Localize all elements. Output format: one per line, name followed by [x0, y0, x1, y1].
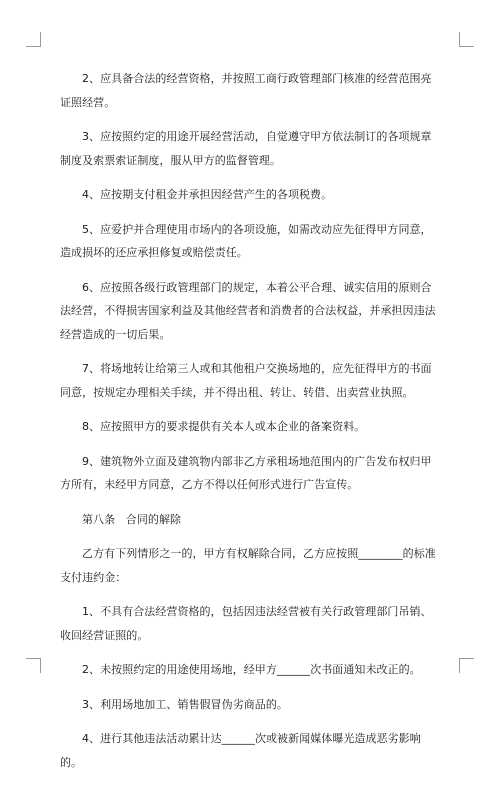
crop-mark-bottom-left [26, 658, 41, 673]
clause-2: 2、应具备合法的经营资格，并按照工商行政管理部门核准的经营范围亮证照经营。 [60, 72, 432, 109]
termination-item-1: 1、不具有合法经营资格的，包括因违法经营被有关行政管理部门吊销、收回经营证照的。 [60, 605, 432, 642]
termination-item-4: 4、进行其他违法活动累计达______次或被新闻媒体曝光造成恶劣影响的。 [60, 732, 421, 769]
termination-intro: 乙方有下列情形之一的，甲方有权解除合同，乙方应按照________的标准支付违约金： [60, 547, 436, 584]
document-body [60, 67, 442, 785]
clause-3: 3、应按照约定的用途开展经营活动，自觉遵守甲方依法制订的各项规章制度及索票索证制度，服从甲方的监督管理。 [60, 130, 432, 167]
clause-5: 5、应爱护并合理使用市场内的各项设施，如需改动应先征得甲方同意，造成损坏的还应承担修复或赔偿责任。 [60, 222, 432, 259]
clause-9: 9、建筑物外立面及建筑物内部非乙方承租场地范围内的广告发布权归甲方所有，未经甲方同意，乙方不得以任何形式进行广告宣传。 [60, 454, 432, 491]
crop-mark-top-right [459, 32, 474, 47]
clause-7: 7、将场地转让给第三人或和其他租户交换场地的，应先征得甲方的书面同意，按规定办理相关手续，并不得出租、转让、转借、出卖营业执照。 [60, 362, 432, 399]
termination-item-2: 2、未按照约定的用途使用场地，经甲方______次书面通知未改正的。 [82, 663, 421, 676]
clause-6: 6、应按照各级行政管理部门的规定，本着公平合理、诚实信用的原则合法经营，不得损害国家利益及其他经营者和消费者的合法权益，并承担因违法经营造成的一切后果。 [60, 280, 436, 341]
clause-8: 8、应按照甲方的要求提供有关本人或本企业的备案资料。 [82, 420, 366, 433]
termination-item-3: 3、利用场地加工、销售假冒伪劣商品的。 [82, 697, 288, 711]
crop-mark-bottom-right [459, 658, 474, 673]
section-heading-article-8: 第八条 合同的解除 [82, 512, 182, 526]
clause-4: 4、应按期支付租金并承担因经营产生的各项税费。 [82, 188, 333, 201]
crop-mark-top-left [26, 32, 41, 47]
